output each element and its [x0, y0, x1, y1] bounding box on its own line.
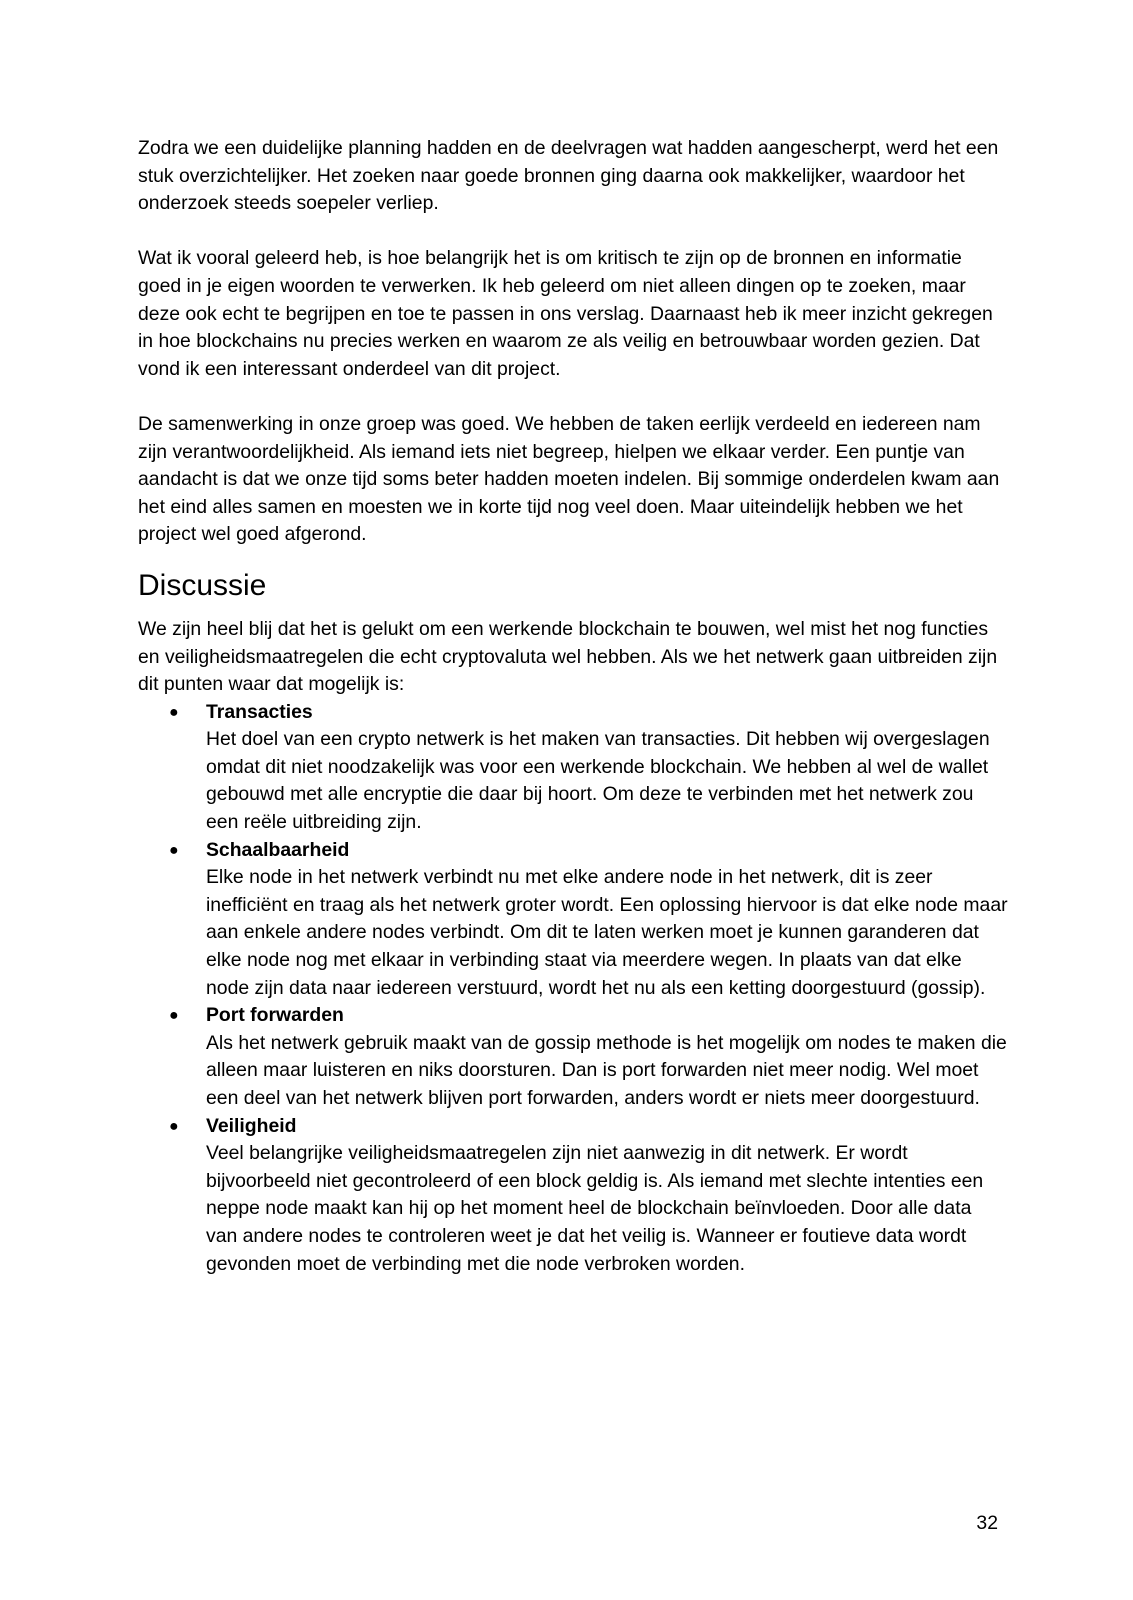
list-item: [169, 1002, 1008, 1112]
paragraph-collaboration: De samenwerking in onze groep was goed. We hebben de taken eerlijk verdeeld en iedereen nam zijn verantwoordelijkheid. Als iemand iets niet begreep, hielpen we elkaar verder. Een puntje van aandacht is dat we onze tijd soms beter hadden moeten indelen. Bij sommige onderdelen kwam aan het eind alles samen en moesten we in korte tijd nog veel doen. Maar uiteindelijk hebben we het project wel goed afgerond.: [138, 412, 1000, 546]
list-item-body: Elke node in het netwerk verbindt nu met elke andere node in het netwerk, dit is zeer inefficiënt en traag als het netwerk groter wordt. Een oplossing hiervoor is dat elke node maar aan enkele andere nodes verbindt. Om dit te laten werken moet je kunnen garanderen dat elke node nog met elkaar in verbinding staat via meerdere wegen. In plaats van dat elke node zijn data naar iedereen verstuurd, wordt het nu als een ketting doorgestuurd (gossip).: [206, 866, 1008, 999]
list-item-body: Als het netwerk gebruik maakt van de gossip methode is het mogelijk om nodes te maken die alleen maar luisteren en niks doorsturen. Dan is port forwarden niet meer nodig. Wel moet een deel van het netwerk blijven port forwarden, anders wordt er niets meer doorgestuurd.: [206, 1031, 1007, 1109]
discussion-heading: Discussie: [138, 568, 267, 602]
document-page: [138, 135, 1008, 1278]
discussion-intro: We zijn heel blij dat het is gelukt om een werkende blockchain te bouwen, wel mist het nog functies en veiligheidsmaatregelen die echt cryptovaluta wel hebben. Als we het netwerk gaan uitbreiden zijn dit punten waar dat mogelijk is:: [138, 617, 998, 696]
list-item-title: Schaalbaarheid: [206, 838, 350, 861]
list-item-title: Transacties: [206, 700, 313, 723]
bullet-icon: ●: [169, 1007, 179, 1025]
paragraph-learned: Wat ik vooral geleerd heb, is hoe belangrijk het is om kritisch te zijn op de bronnen en informatie goed in je eigen woorden te verwerken. Ik heb geleerd om niet alleen dingen op te zoeken, maar deze ook echt te begrijpen en toe te passen in ons verslag. Daarnaast heb ik meer inzicht gekregen in hoe blockchains nu precies werken en waarom ze als veilig en betrouwbaar worden gezien. Dat vond ik een interessant onderdeel van dit project.: [138, 247, 993, 380]
bullet-icon: ●: [169, 703, 179, 721]
bullet-icon: ●: [169, 1117, 179, 1135]
list-item: [169, 699, 1008, 837]
list-item-body: Het doel van een crypto netwerk is het maken van transacties. Dit hebben wij overgeslagen omdat dit niet noodzakelijk was voor een werkende blockchain. We hebben al wel de wallet gebouwd met alle encryptie die daar bij hoort. Om deze te verbinden met het netwerk zou een reële uitbreiding zijn.: [206, 728, 990, 834]
bullet-icon: ●: [169, 841, 179, 859]
list-item: [169, 837, 1008, 1003]
list-item-body: Veel belangrijke veiligheidsmaatregelen zijn niet aanwezig in dit netwerk. Er wordt bijvoorbeeld niet gecontroleerd of een block geldig is. Als iemand met slechte intenties een neppe node maakt kan hij op het moment heel de blockchain beïnvloeden. Door alle data van andere nodes te controleren weet je dat het veilig is. Wanneer er foutieve data wordt gevonden moet de verbinding met die node verbroken worden.: [206, 1142, 984, 1275]
paragraph-planning: Zodra we een duidelijke planning hadden en de deelvragen wat hadden aangescherpt, werd het een stuk overzichtelijker. Het zoeken naar goede bronnen ging daarna ook makkelijker, waardoor het onderzoek steeds soepeler verliep.: [138, 137, 999, 215]
list-item: [169, 1113, 1008, 1279]
list-item-title: Veiligheid: [206, 1114, 297, 1137]
list-item-title: Port forwarden: [206, 1004, 344, 1027]
discussion-list: [138, 699, 1008, 1278]
page-number: 32: [976, 1512, 998, 1534]
